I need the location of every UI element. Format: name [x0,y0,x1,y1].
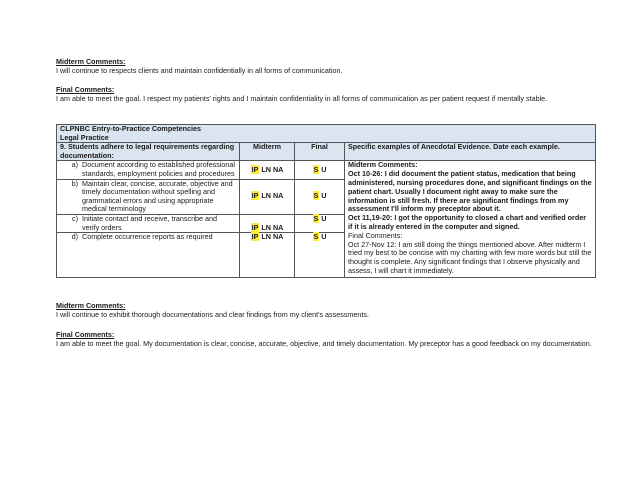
final-option-u: U [321,164,327,174]
table-subtitle: Legal Practice [60,132,109,142]
final-text: I am able to meet the goal. I respect my patients' rights and I maintain confidentiality in all forms of communication as per patient request if mentally stable. [56,94,548,104]
final-text: I am able to meet the goal. My documentation is clear, concise, accurate, objective, and timely documentation. My preceptor has a good feedback on my documentation. [56,339,592,349]
final-rating [295,214,345,232]
evidence-midterm-text-2: Oct 11,19-20: I got the opportunity to closed a chart and verified order if it is already entered in the computer and signed. [348,213,587,231]
midterm-heading: Midterm Comments: [56,301,126,310]
final-option-u: U [321,213,327,223]
midterm-text: I will continue to respects clients and maintain confidentially in all forms of communication. [56,66,343,76]
evidence-header: Specific examples of Anecdotal Evidence. Date each example. [345,143,596,161]
final-rating [295,161,345,179]
requirement-header: 9. Students adhere to legal requirements regarding documentation: [57,143,240,161]
evidence-final-heading: Final Comments: [348,230,403,240]
evidence-midterm-heading: Midterm Comments: [348,160,418,170]
evidence-final-text: Oct 27-Nov 12: I am still doing the things mentioned above. After midterm I tried my best to be concise with my charting with few more words but still the thought is complete. Any significant findings that I observe physically and assess, I will chart it immediately. [348,239,592,275]
table-title: CLPNBC Entry-to-Practice Competencies [60,124,201,133]
final-comments-top [56,85,596,104]
final-rating [295,233,345,278]
final-header: Final [295,143,345,161]
midterm-comments-top [56,57,596,76]
midterm-text: I will continue to exhibit thorough documentations and clear findings from my client's assessments. [56,310,369,320]
midterm-rating [240,214,295,232]
row-letter: d) [71,232,78,242]
ip-highlight: IP [251,232,259,242]
s-highlight: S [313,213,319,223]
midterm-options: LN NA [261,222,284,232]
row-text: Maintain clear, concise, accurate, objective and timely documentation without spelling and grammatical errors and using appropriate medical terminology [82,178,233,214]
final-heading: Final Comments: [56,85,115,94]
midterm-rating [240,233,295,278]
midterm-options: LN NA [261,164,284,174]
evidence-cell [345,161,596,278]
midterm-heading: Midterm Comments: [56,57,126,66]
final-option-u: U [321,232,327,242]
midterm-rating [240,179,295,214]
row-letter: c) [72,213,78,223]
s-highlight: S [313,164,319,174]
midterm-rating [240,161,295,179]
final-option-u: U [321,191,327,201]
row-letter: b) [71,178,78,188]
evidence-midterm-text-1: Oct 10-26: I did document the patient status, medication that being administered, nursing procedures done, and significant findings on the patient chart. Usually I document right away to make sure the information is still fresh. If there are significant findings from my assessment I'll inform my preceptor about it. [348,169,592,214]
column-header-row [57,143,596,161]
s-highlight: S [313,191,319,201]
midterm-comments-bottom [56,301,596,320]
midterm-options: LN NA [261,232,284,242]
final-rating [295,179,345,214]
s-highlight: S [313,232,319,242]
final-heading: Final Comments: [56,330,115,339]
ip-highlight: IP [251,191,259,201]
row-letter: a) [71,160,78,170]
ip-highlight: IP [251,164,259,174]
final-comments-bottom [56,330,596,349]
row-text: Document according to established professional standards, employment policies and procedures [82,160,236,178]
midterm-options: LN NA [261,191,284,201]
table-row [57,161,596,179]
midterm-header: Midterm [240,143,295,161]
ip-highlight: IP [251,222,259,232]
competency-table [56,124,596,278]
row-text: Complete occurrence reports as required [82,232,213,242]
row-text: Initiate contact and receive, transcribe and verify orders [82,213,218,232]
table-title-row [57,125,596,143]
